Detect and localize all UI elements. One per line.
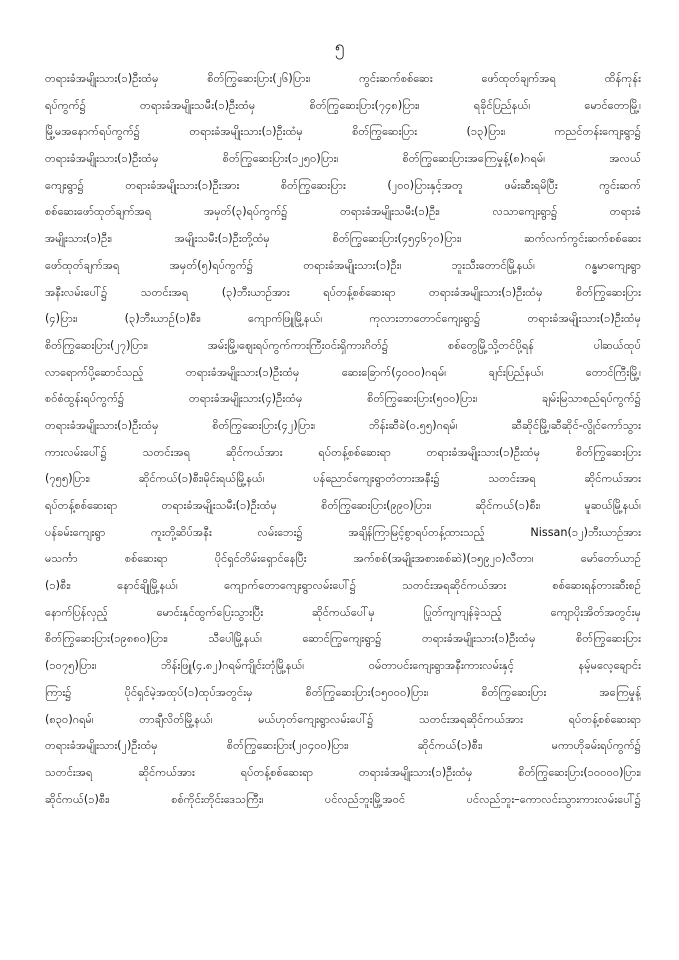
text-line: ကားလမ်းပေါ်၌ သတင်းအရ ဆိုင်ကယ်အား ရပ်တန့်စစ်ဆေးရာ တရားခံအမျိုးသား(၁)ဦးထံမှ စိတ်ကြွဆေးပြား <box>45 445 641 459</box>
text-line: လာရောက်ပို့ဆောင်သည့် တရားခံအမျိုးသား(၁)ဦးထံမှ ဆေးခြောက်(၄၀၀၀)ဂရမ်၊ ချင်းပြည်နယ်၊ တောင်ကြီးမြို့၊ <box>45 365 641 379</box>
text-line: ပန်ခမ်းကျေးရွာ ကူးတို့ဆိပ်အနီး လမ်းဘေး၌ အချိန်ကြာမြင့်စွာရပ်တန့်ထားသည့် Nissan(၁၂)ဘီးယာဉ်အား <box>45 525 641 539</box>
text-line: (၄)ပြား၊ (၃)ဘီးယာဉ်(၁)စီး၊ ကျောက်ဖြူမြို့နယ်၊ ကုလားဘာတောင်ကျေးရွာ၌ တရားခံအမျိုးသား(၁)ဦးထံမှ <box>45 312 641 326</box>
text-line: တရားခံအမျိုးသား(၁)ဦးထံမှ စိတ်ကြွဆေးပြား(၂၆)ပြား၊ ကွင်းဆက်စစ်ဆေး ဖော်ထုတ်ချက်အရ ထိန်ကုန်း <box>45 72 641 85</box>
text-line: အမျိုးသား(၁)ဦး၊ အမျိုးသမီး(၁)ဦးတို့ထံမှ စိတ်ကြွဆေးပြား(၄၅၄၆၇၀)ပြား၊ ဆက်လက်ကွင်းဆက်စစ်ဆေး <box>45 232 641 246</box>
page-number: ၅ <box>334 37 345 57</box>
text-line: စစ်ဆေးဖော်ထုတ်ချက်အရ အမှတ်(၃)ရပ်ကွက်၌ တရားခံအမျိုးသမီး(၁)ဦး၊ လသာကျေးရွာ၌ တရားခံ <box>45 205 641 219</box>
text-line: မသင်္ကာ စစ်ဆေးရာ ပိုင်ရှင်တိမ်းရှောင်နေပြီး အက်စစ်(အမျိုးအစားစစ်ဆဲ)(၁၅၉၂၀)လီတာ၊ မော်တော်ယာဉ် <box>45 552 641 566</box>
text-line: ကြား၌ ပိုင်ရှင်မဲ့အထုပ်(၁)ထုပ်အတွင်းမှ စိတ်ကြွဆေးပြား(၁၅၀၀၀)ပြား၊ စိတ်ကြွဆေးပြား အကြေမှုန့် <box>45 685 641 699</box>
text-line: ဖော်ထုတ်ချက်အရ အမှတ်(၅)ရပ်ကွက်၌ တရားခံအမျိုးသား(၁)ဦး၊ ဘူးသီးတောင်မြို့နယ်၊ ဂန္ဓမာကျေးရွာ <box>45 258 641 272</box>
text-line: စိတ်ကြွဆေးပြား(၁၉၈၈၀)ပြား၊ သီပေါမြို့နယ်၊ ဆောင်ကြွကျေးရွာ၌ တရားခံအမျိုးသား(၁)ဦးထံမှ စိတ်ကြွဆေးပြား <box>45 632 641 646</box>
text-line: တရားခံအမျိုးသား(၂)ဦးထံမှ စိတ်ကြွဆေးပြား(၂၀၄၀၀)ပြား၊ ဆိုင်ကယ်(၁)စီး၊ မကာဟိုခမ်းရပ်ကွက်၌ <box>45 739 641 753</box>
text-line: အနီးလမ်းပေါ်၌ သတင်းအရ (၃)ဘီးယာဉ်အား ရပ်တန့်စစ်ဆေးရာ တရားခံအမျိုးသား(၁)ဦးထံမှ စိတ်ကြွဆေးပြား <box>45 285 641 299</box>
body-paragraph <box>45 66 641 813</box>
text-line: ကျေးရွာ၌ တရားခံအမျိုးသား(၁)ဦးအား စိတ်ကြွဆေးပြား (၂၀၀)ပြားနှင့်အတူ ဖမ်းဆီးရမိပြီး ကွင်းဆက် <box>45 178 641 192</box>
text-line: (၁၀၇၅)ပြား၊ ဘိန်းဖြူ(၄.၈၂)ဂရမ်ကျိုင်းတုံမြို့နယ်၊ ဝမ်တာပင်းကျေးရွာအနီးကားလမ်းနှင့် နမ့်မလေ့ချောင်း <box>45 659 641 673</box>
text-line: ဆိုင်ကယ်(၁)စီး၊ စစ်ကိုင်းတိုင်းဒေသကြီး၊ ပင်လည်ဘူးမြို့အဝင် ပင်လည်ဘူး–ကောလင်းသွားကားလမ်းပေါ်၌ <box>45 792 641 806</box>
text-line: စဝ်စံထွန်းရပ်ကွက်၌ တရားခံအမျိုးသား(၄)ဦးထံမှ စိတ်ကြွဆေးပြား(၅၀၀)ပြား၊ ချမ်းမြသာစည်ရပ်ကွက်၌ <box>45 392 641 406</box>
text-line: တရားခံအမျိုးသား(၁)ဦးထံမှ စိတ်ကြွဆေးပြား(၁၂၅၀)ပြား၊ စိတ်ကြွဆေးပြားအကြေမှုန့်(၈)ဂရမ်၊ အလယ် <box>45 152 641 166</box>
text-line: ရပ်ကွက်၌ တရားခံအမျိုးသမီး(၁)ဦးထံမှ စိတ်ကြွဆေးပြား(၇၄၈)ပြား၊ ရခိုင်ပြည်နယ်၊ မောင်တောမြို့၊ <box>45 98 641 112</box>
text-line: (၈၃၀)ဂရမ်၊ တာချီလိတ်မြို့နယ်၊ မယ်ဟုတ်ကျေးရွာလမ်းပေါ်၌ သတင်းအရဆိုင်ကယ်အား ရပ်တန့်စစ်ဆေးရာ <box>45 712 641 726</box>
text-line: (၇၅၅)ပြား၊ ဆိုင်ကယ်(၁)စီး၊မိုင်းရယ်မြို့နယ်၊ ပန်ညောင်ကျေးရွာတံတားအနီး၌ သတင်းအရ ဆိုင်ကယ်အား <box>45 472 641 486</box>
text-line: တရားခံအမျိုးသား(၁)ဦးထံမှ စိတ်ကြွဆေးပြား(၄၂)ပြား၊ ဘိန်းဆီခဲ(၀.၅၅)ဂရမ်၊ ဆီဆိုင်မြို့၊ဆီဆိုင်-လွိုင်ကော်သွား <box>45 418 641 432</box>
text-line: နောက်ပြန်လှည့် မောင်းနှင်ထွက်ပြေးသွားပြီး ဆိုင်ကယ်ပေါ်မှ ပြုတ်ကျကျန်ခဲ့သည့် ကျောပိုးအိတ်အတွင်းမှ <box>45 605 641 619</box>
text-line: ရပ်တန့်စစ်ဆေးရာ တရားခံအမျိုးသမီး(၁)ဦးထံမှ စိတ်ကြွဆေးပြား(၉၉၀)ပြား၊ ဆိုင်ကယ်(၁)စီး၊ မူဆယ်မြို့နယ်၊ <box>45 499 641 512</box>
text-line: (၁)စီး၊ နောင်ချိုမြို့နယ်၊ ကျောက်တောကျေးရွာလမ်းပေါ်၌ သတင်းအရဆိုင်ကယ်အား စစ်ဆေးရန်တားဆီးစဉ် <box>45 579 641 593</box>
text-line: မြို့မအနောက်ရပ်ကွက်၌ တရားခံအမျိုးသား(၁)ဦးထံမှ စိတ်ကြွဆေးပြား (၁၃)ပြား၊ ကညင်တန်းကျေးရွာ၌ <box>45 125 641 139</box>
text-line: စိတ်ကြွဆေးပြား(၂၇)ပြား၊ အမ်းမြို့၊ဈေးရပ်ကွက်ကားကြီးဝင်းရှိကားဂိတ်၌ စစ်တွေမြို့သို့တင်ပို့ရန် ပါဆယ်ထုပ် <box>45 338 641 352</box>
text-line: သတင်းအရ ဆိုင်ကယ်အား ရပ်တန့်စစ်ဆေးရာ တရားခံအမျိုးသား(၁)ဦးထံမှ စိတ်ကြွဆေးပြား(၁၀၀၀၀)ပြား၊ <box>45 765 641 779</box>
